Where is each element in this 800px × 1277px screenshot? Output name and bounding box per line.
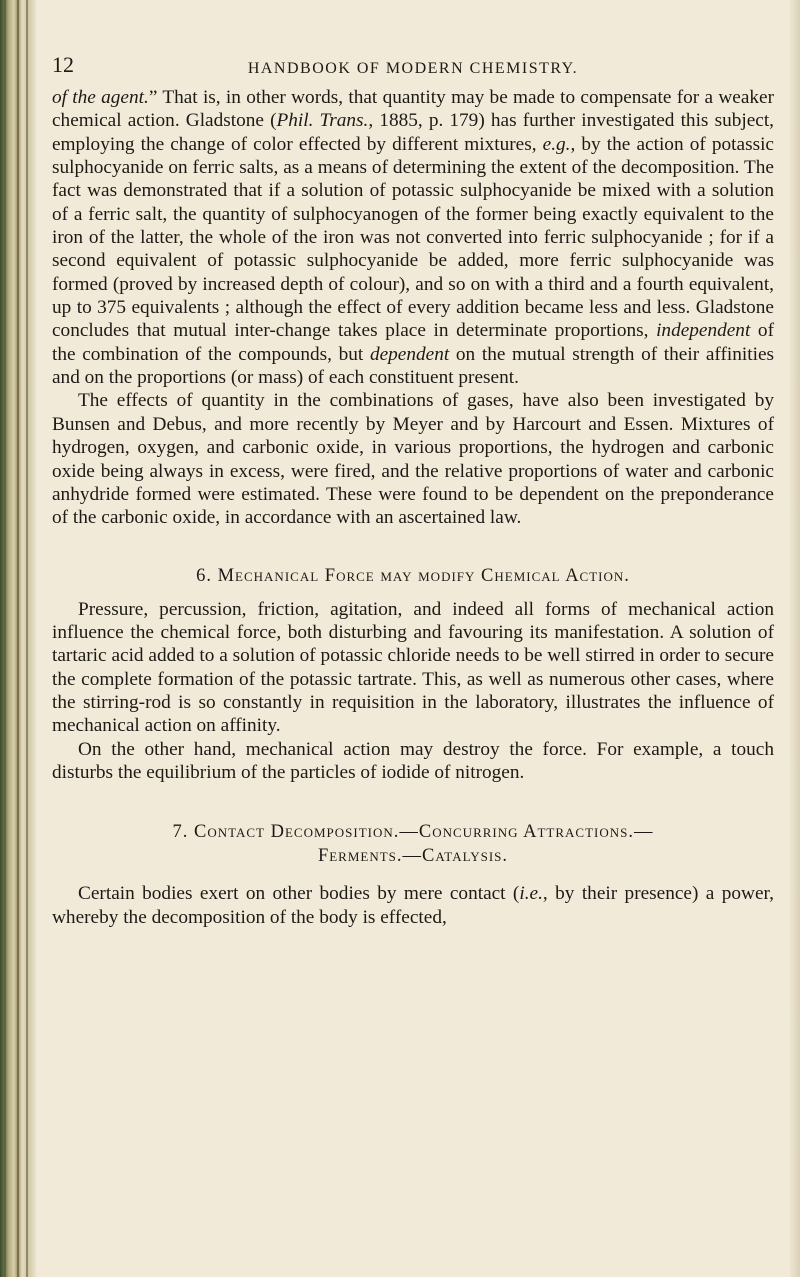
italic-of-the-agent: of the agent. bbox=[52, 87, 149, 108]
paragraph-text: , 1885, p. 179) has further investigated this subject, employing the change of color effected by different mixtures, bbox=[52, 110, 774, 155]
binding-rule bbox=[17, 0, 19, 1277]
paragraph-other-hand: On the other hand, mechanical action may destroy the force. For example, a touch disturbs the equilibrium of the particles of iodide of nitrogen. bbox=[52, 738, 774, 783]
paragraph-text: on the mutual strength of their affinities and on the proportions (or mass) of each constituent present. bbox=[52, 343, 774, 389]
paragraph-text: of the combination of the compounds, but bbox=[52, 320, 774, 365]
binding-rule bbox=[26, 0, 28, 1277]
section-heading-mechanical-force: 6. Mechanical Force may modify Chemical Action. bbox=[196, 565, 630, 586]
section-heading-contact-decomposition: 7. Contact Decomposition.—Concurring Attractions.— bbox=[172, 822, 654, 843]
page-right-edge bbox=[790, 0, 800, 1277]
section-heading-ferments: Ferments.—Catalysis. bbox=[317, 846, 509, 867]
book-binding-edge bbox=[0, 0, 36, 1277]
running-title: HANDBOOK OF MODERN CHEMISTRY. bbox=[247, 60, 579, 77]
paragraph-pressure: Pressure, percussion, friction, agitation, and indeed all forms of mechanical action influence the chemical force, both disturbing and favouring its manifestation. A solution of tartaric acid added to a solution of potassic chloride needs to be well stirred in order to secure the complete formation of the potassic tartrate. This, as well as numerous other cases, where the stirring-rod is so constantly in requisition in the laboratory, illustrates the influence of mechanical action on affinity. bbox=[52, 598, 774, 737]
paragraph-text: ” That is, in other words, that quantity may be made to compensate for a weaker chemical action. Gladstone ( bbox=[52, 87, 774, 132]
italic-independent: independent bbox=[656, 320, 751, 342]
paragraph-text: Certain bodies exert on other bodies by mere contact ( bbox=[78, 883, 520, 905]
italic-ie: i.e. bbox=[519, 883, 543, 905]
italic-citation: Phil. Trans. bbox=[276, 110, 369, 132]
page-number: 12 bbox=[52, 52, 74, 77]
paragraph-gladstone bbox=[52, 86, 774, 389]
binding-rule bbox=[4, 0, 6, 1277]
paragraph-text: , by the action of potassic sulphocyanide on ferric salts, as a means of determining the extent of the decomposition. The fact was demonstrated that if a solution of potassic sulphocyanide be mixed with a solution of a ferric salt, the quantity of sulphocyanogen of the former being exactly equivalent to the iron of the latter, the whole of the iron was not converted into ferric sulphocyanide ; for if a second equivalent of potassic sulphocyanide be added, more ferric sulphocyanide was formed (proved by increased depth of colour), and so on with a third and a fourth equivalent, up to 375 equivalents ; although the effect of every addition became less and less. Gladstone concludes that mutual inter-change takes place in determinate proportions, bbox=[52, 133, 774, 342]
italic-dependent: dependent bbox=[369, 343, 450, 365]
running-head bbox=[52, 52, 774, 82]
paragraph-gases: The effects of quantity in the combinations of gases, have also been investigated by Bunsen and Debus, and more recently by Meyer and by Harcourt and Essen. Mixtures of hydrogen, oxygen, and carbonic oxide, in various proportions, the hydrogen and carbonic oxide being always in excess, were fired, and the relative proportions of water and carbonic anhydride formed were estimated. These were found to be dependent on the preponderance of the carbonic oxide, in accordance with an ascertained law. bbox=[52, 390, 774, 529]
book-page bbox=[52, 52, 774, 929]
italic-eg: e.g. bbox=[542, 133, 571, 155]
paragraph-text: , by their presence) a power, whereby the decomposition of the body is effected, bbox=[52, 883, 774, 928]
paragraph-certain-bodies bbox=[52, 882, 774, 929]
